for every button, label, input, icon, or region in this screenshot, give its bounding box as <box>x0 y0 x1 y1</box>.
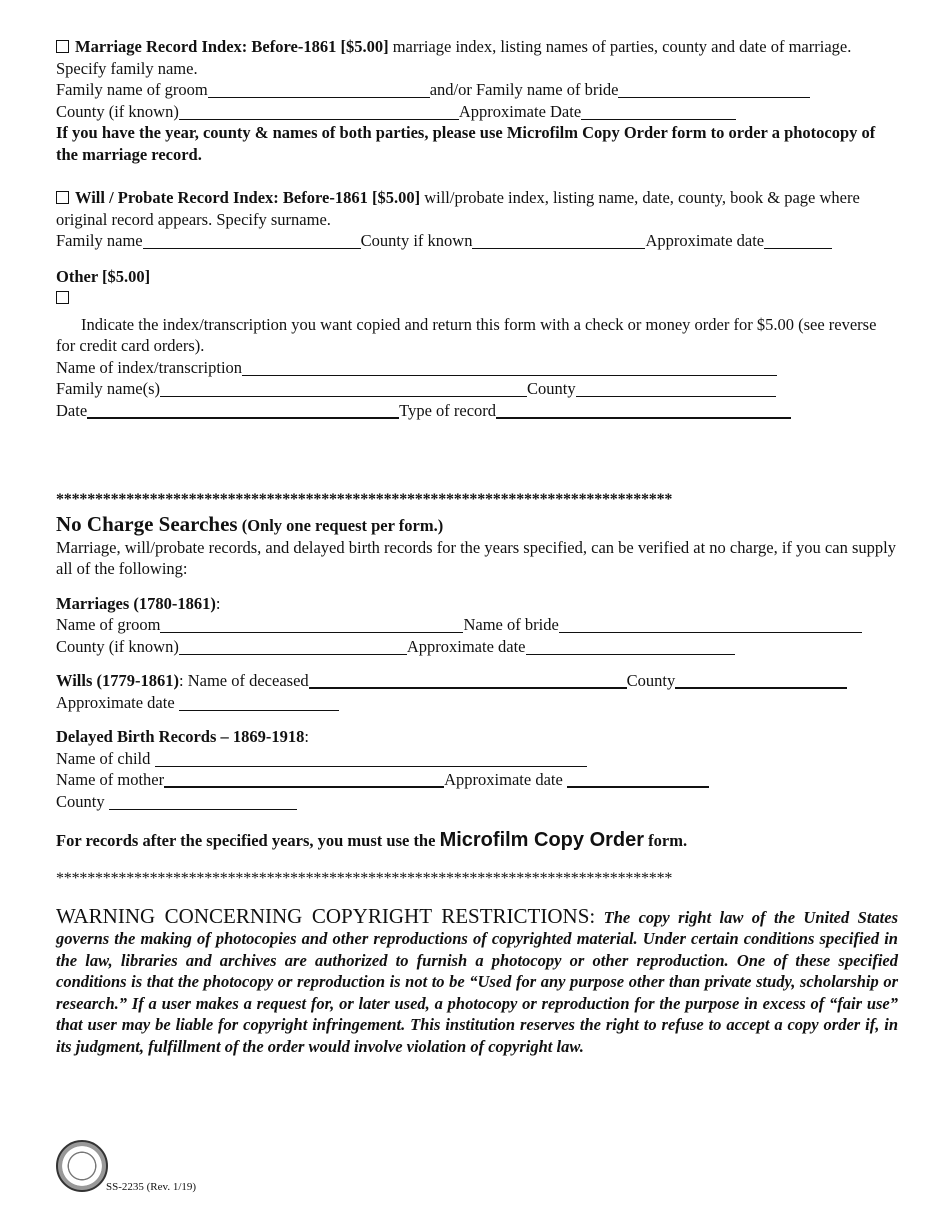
form-number: SS-2235 (Rev. 1/19) <box>106 1181 197 1193</box>
groom-name-label: Name of groom <box>56 615 161 634</box>
marriages-names-row <box>56 614 898 636</box>
other-type-field[interactable] <box>496 402 791 419</box>
groom-name-field[interactable] <box>160 617 463 633</box>
marriages-county-label: County (if known) <box>56 636 179 656</box>
other-family-field[interactable] <box>160 381 527 397</box>
marriages-date-label: Approximate date <box>406 636 526 656</box>
marriage-index-description: marriage index, listing names of parties, county and date of marriage. Specify family name. <box>56 37 852 78</box>
will-index-checkbox[interactable] <box>56 191 69 204</box>
bride-family-field[interactable] <box>618 82 810 98</box>
order-form <box>56 36 898 1057</box>
microfilm-form-name: Microfilm Copy Order <box>439 829 645 851</box>
marriage-index-note: If you have the year, county & names of both parties, please use Microfilm Copy Order form to order a photocopy of the marriage record. <box>56 123 876 164</box>
other-date-row <box>56 400 898 422</box>
no-charge-intro: Marriage, will/probate records, and delayed birth records for the years specified, can be verified at no charge, if you can supply all of the following: <box>56 537 896 578</box>
wills-date-field[interactable] <box>179 695 339 711</box>
index-name-label: Name of index/transcription <box>56 357 243 377</box>
marriages-heading-row: Marriages (1780-1861): <box>56 593 221 613</box>
wills-row <box>56 670 898 692</box>
copyright-warning-body: The copy right law of the United States governs the making of photocopies and other reproductions of copyrighted material. Under certain conditions specified in the law, libraries and archives are authorized to furnish a photocopy or other reproduction. One of these specified conditions is that the photocopy or reproduction is not to be “Used for any purpose other than private study, scholarship or research.” If a user makes a request for, or later used, a photocopy or reproduction for the purpose in excess of “fair use” that user may be liable for copyright infringement. This institution reserves the right to refuse to accept a copy order if, in its judgment, fulfillment of the order would involve violation of copyright law. <box>56 907 898 1056</box>
will-county-label: County if known <box>360 231 473 250</box>
other-date-label: Date <box>56 400 88 420</box>
will-index-description: will/probate index, listing name, date, county, book & page where original record appears. Specify surname. <box>56 188 860 229</box>
other-title: Other [$5.00] <box>56 266 151 286</box>
state-seal-icon <box>56 1140 108 1192</box>
index-name-field[interactable] <box>242 360 777 376</box>
wills-county-label: County <box>626 671 676 690</box>
after-years-prefix: For records after the specified years, you must use the <box>56 831 440 850</box>
other-index-row <box>56 357 898 379</box>
other-date-field[interactable] <box>87 402 399 419</box>
other-family-label: Family name(s) <box>56 379 161 398</box>
will-family-label: Family name <box>56 231 143 250</box>
births-county-label: County <box>56 791 105 811</box>
marriage-index-section <box>56 36 898 79</box>
marriage-index-groom-row <box>56 79 898 101</box>
child-name-field[interactable] <box>155 751 587 767</box>
other-family-row <box>56 378 898 400</box>
will-index-section <box>56 187 898 230</box>
marriage-date-field[interactable] <box>581 104 736 120</box>
mother-row <box>56 769 898 791</box>
deceased-name-label: : Name of deceased <box>179 671 309 690</box>
births-heading-row: Delayed Birth Records – 1869-1918: <box>56 727 309 746</box>
form-footer <box>56 1140 456 1196</box>
other-checkbox-row <box>56 287 898 309</box>
other-county-label: County <box>527 379 576 398</box>
child-row <box>56 748 898 770</box>
no-charge-heading <box>56 511 898 537</box>
wills-county-field[interactable] <box>675 672 847 689</box>
groom-family-label: Family name of groom <box>56 80 208 99</box>
groom-family-field[interactable] <box>208 82 430 98</box>
other-checkbox[interactable] <box>56 291 69 304</box>
copyright-warning <box>56 903 898 1058</box>
births-heading: Delayed Birth Records – 1869-1918 <box>56 727 305 746</box>
births-date-label: Approximate date <box>444 770 563 789</box>
marriages-county-field[interactable] <box>179 639 407 655</box>
other-instructions: Indicate the index/transcription you want copied and return this form with a check or money order for $5.00 (see reverse for credit card orders). <box>56 314 877 355</box>
deceased-name-field[interactable] <box>309 672 627 689</box>
no-charge-title: No Charge Searches <box>56 511 238 536</box>
mother-name-field[interactable] <box>164 771 444 788</box>
will-date-label: Approximate date <box>645 231 765 250</box>
wills-date-label: Approximate date <box>56 692 175 712</box>
bride-name-label: Name of bride <box>463 615 559 634</box>
marriage-index-title: Marriage Record Index: Before-1861 [$5.00] <box>75 37 389 56</box>
will-family-field[interactable] <box>143 233 361 249</box>
separator-bottom: ******************************************************************************* <box>56 870 673 887</box>
marriage-county-field[interactable] <box>179 104 459 120</box>
wills-date-row <box>56 692 898 714</box>
births-county-field[interactable] <box>109 794 297 810</box>
no-charge-subtitle: (Only one request per form.) <box>237 515 444 535</box>
will-index-row <box>56 230 898 252</box>
births-county-row <box>56 791 898 813</box>
marriage-date-label: Approximate Date <box>458 101 582 121</box>
births-date-field[interactable] <box>567 771 709 788</box>
will-index-title: Will / Probate Record Index: Before-1861 [$5.00] <box>75 188 421 207</box>
will-date-field[interactable] <box>764 233 832 249</box>
other-type-label: Type of record <box>399 400 497 420</box>
after-years-note <box>56 826 898 854</box>
marriage-county-label: County (if known) <box>56 101 179 121</box>
marriage-index-checkbox[interactable] <box>56 40 69 53</box>
child-name-label: Name of child <box>56 748 151 768</box>
marriages-date-field[interactable] <box>526 639 735 655</box>
wills-heading: Wills (1779-1861) <box>56 671 179 690</box>
will-county-field[interactable] <box>472 233 645 249</box>
mother-name-label: Name of mother <box>56 770 165 789</box>
copyright-warning-heading: WARNING CONCERNING COPYRIGHT RESTRICTIONS: <box>56 903 596 928</box>
bride-family-label: and/or Family name of bride <box>429 80 619 99</box>
other-county-field[interactable] <box>576 381 776 397</box>
after-years-suffix: form. <box>644 831 688 850</box>
separator-top: ******************************************************************************* <box>56 491 673 508</box>
bride-name-field[interactable] <box>559 617 862 633</box>
marriages-county-row <box>56 636 898 658</box>
marriages-heading: Marriages (1780-1861) <box>56 593 216 613</box>
marriage-index-county-row <box>56 101 898 123</box>
